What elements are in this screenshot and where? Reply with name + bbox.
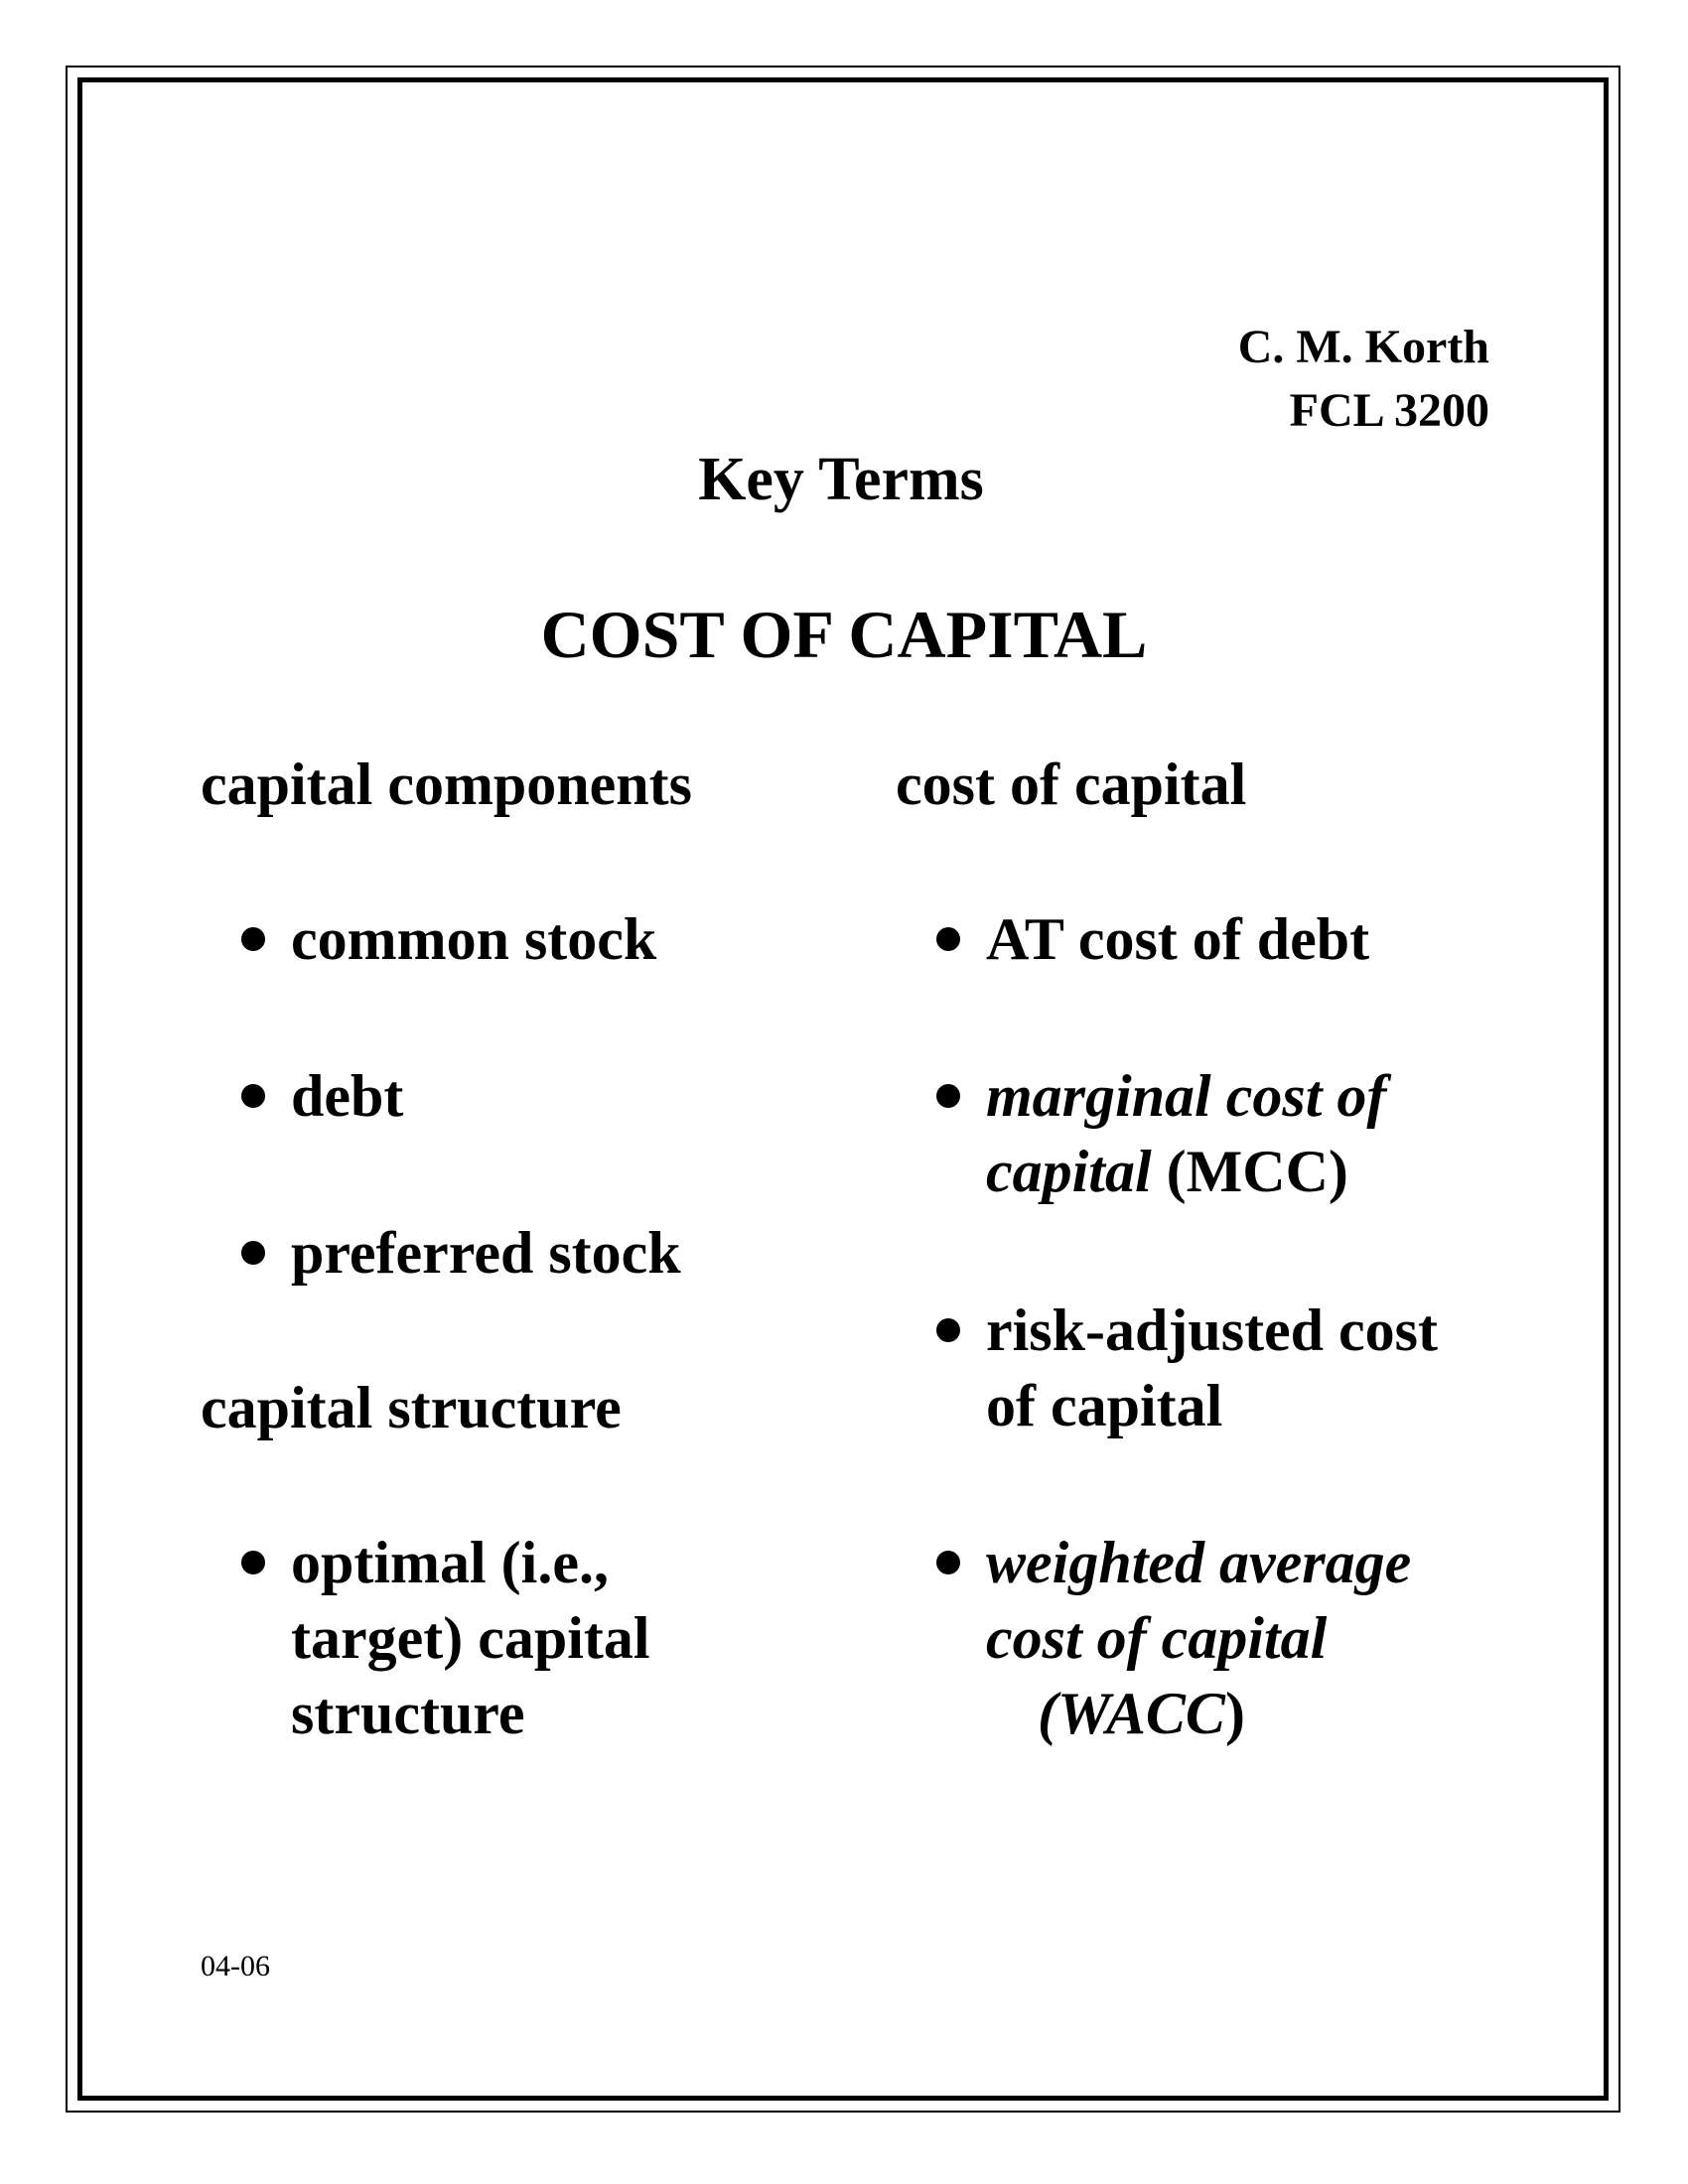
list-item: optimal (i.e., target) capital structure — [291, 1525, 650, 1751]
bullet-icon — [241, 1084, 265, 1108]
list-item: preferred stock — [291, 1215, 681, 1291]
course-code: FCL 3200 — [1289, 384, 1489, 437]
list-item: risk-adjusted cost of capital — [986, 1293, 1438, 1443]
bullet-icon — [936, 927, 960, 951]
author-name: C. M. Korth — [1237, 321, 1489, 373]
cost-of-capital-heading: cost of capital — [896, 751, 1247, 817]
list-item: weighted average cost of capital (WACC) — [986, 1525, 1411, 1751]
author-block — [1238, 316, 1489, 443]
list-item: AT cost of debt — [986, 901, 1369, 977]
capital-components-heading: capital components — [201, 751, 692, 817]
bullet-icon — [936, 1551, 960, 1574]
bullet-icon — [241, 1241, 265, 1265]
bullet-icon — [241, 1551, 265, 1574]
bullet-icon — [936, 1318, 960, 1342]
key-terms-heading: Key Terms — [698, 446, 984, 513]
page-title: COST OF CAPITAL — [540, 597, 1148, 672]
list-item: marginal cost of capital (MCC) — [986, 1058, 1386, 1209]
document-code: 04-06 — [201, 1950, 270, 1982]
list-item: common stock — [291, 901, 656, 977]
capital-structure-heading: capital structure — [201, 1375, 622, 1440]
bullet-icon — [241, 927, 265, 951]
bullet-icon — [936, 1084, 960, 1108]
list-item: debt — [291, 1058, 403, 1134]
